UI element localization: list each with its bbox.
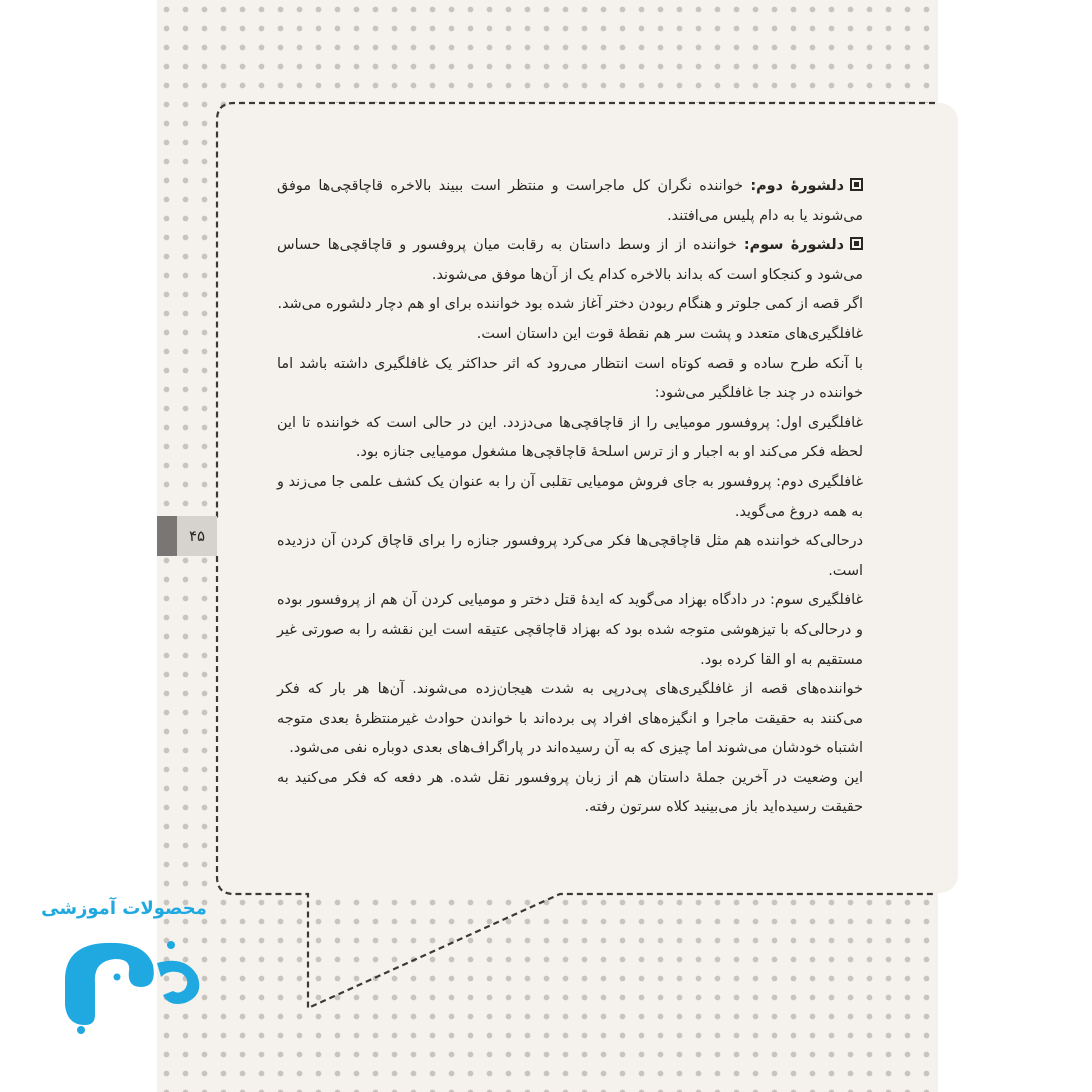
- page-number-tab: [157, 516, 217, 556]
- paragraph: [277, 172, 863, 231]
- square-bullet-icon: [850, 237, 863, 250]
- paragraph: [277, 231, 863, 290]
- brand-logo: [45, 925, 210, 1035]
- paragraph: اگر قصه از کمی جلوتر و هنگام ربودن دختر آغاز شده بود خواننده برای او هم دچار دلشوره می‌شد.: [277, 296, 863, 313]
- paragraph-text: خواننده از از وسط داستان به رقابت میان پروفسور و قاچاقچی‌ها حساس می‌شود و کنجکاو است که بداند بالاخره کدام یک از آن‌ها موفق می‌شوند.: [277, 237, 863, 283]
- paragraph: غافلگیری‌های متعدد و پشت سر هم نقطهٔ قوت این داستان است.: [476, 325, 863, 342]
- paragraph: خواننده‌های قصه از غافلگیری‌های پی‌درپی به شدت هیجان‌زده می‌شوند. آن‌ها هر بار که فکر می‌کنند به حقیقت ماجرا و انگیزه‌های افراد پی برده‌اند با خواندن حوادث غیرمنتظرهٔ بعدی متوجه اشتباه خودشان می‌شوند اما چیزی که به آن رسیده‌اند در پاراگراف‌های بعدی دوباره نفی می‌شود.: [277, 681, 863, 757]
- page-tab-marker: [157, 516, 177, 556]
- watermark-tagline: محصولات آموزشی: [41, 898, 207, 919]
- paragraph: غافلگیری اول: پروفسور مومیایی را از قاچاقچی‌ها می‌دزدد. این در حالی است که خواننده تا این لحظه فکر می‌کند او به اجبار و از ترس اسلحهٔ قاچاقچی‌ها مشغول مومیایی جنازه بود.: [277, 414, 863, 461]
- paragraph: با آنکه طرح ساده و قصه کوتاه است انتظار می‌رود که اثر حداکثر یک غافلگیری داشته باشد اما خواننده در چند جا غافلگیر می‌شود:: [277, 355, 863, 402]
- paragraph-text: خواننده نگران کل ماجراست و منتظر است ببیند بالاخره قاچاقچی‌ها موفق می‌شوند یا به دام پلیس می‌افتند.: [277, 178, 863, 224]
- paragraph-term: دلشورهٔ سوم:: [743, 237, 844, 254]
- square-bullet-icon: [850, 178, 863, 191]
- paragraph: این وضعیت در آخرین جملهٔ داستان هم از زبان پروفسور نقل شده. هر دفعه که فکر می‌کنید به حقیقت رسیده‌اید باز می‌بینید کلاه سرتون رفته.: [277, 769, 863, 816]
- paragraph: غافلگیری سوم: در دادگاه بهزاد می‌گوید که ایدهٔ قتل دختر و مومیایی کردن آن هم از پروفسور بوده و درحالی‌که با تیزهوشی متوجه شده بود که بهزاد قاچاقچی عتیقه است این نقشه را به صورتی غیر مستقیم به او القا کرده بود.: [277, 592, 863, 668]
- paragraph: درحالی‌که خواننده هم مثل قاچاقچی‌ها فکر می‌کرد پروفسور جنازه را برای قاچاق کردن آن دزدیده است.: [277, 533, 863, 579]
- page-number: ۴۵: [177, 516, 217, 556]
- paragraph: غافلگیری دوم: پروفسور به جای فروش مومیایی تقلبی آن را به عنوان یک کشف علمی جا می‌زند و به همه دروغ می‌گوید.: [277, 473, 863, 520]
- body-text: [277, 172, 863, 823]
- paragraph-term: دلشورهٔ دوم:: [750, 178, 844, 194]
